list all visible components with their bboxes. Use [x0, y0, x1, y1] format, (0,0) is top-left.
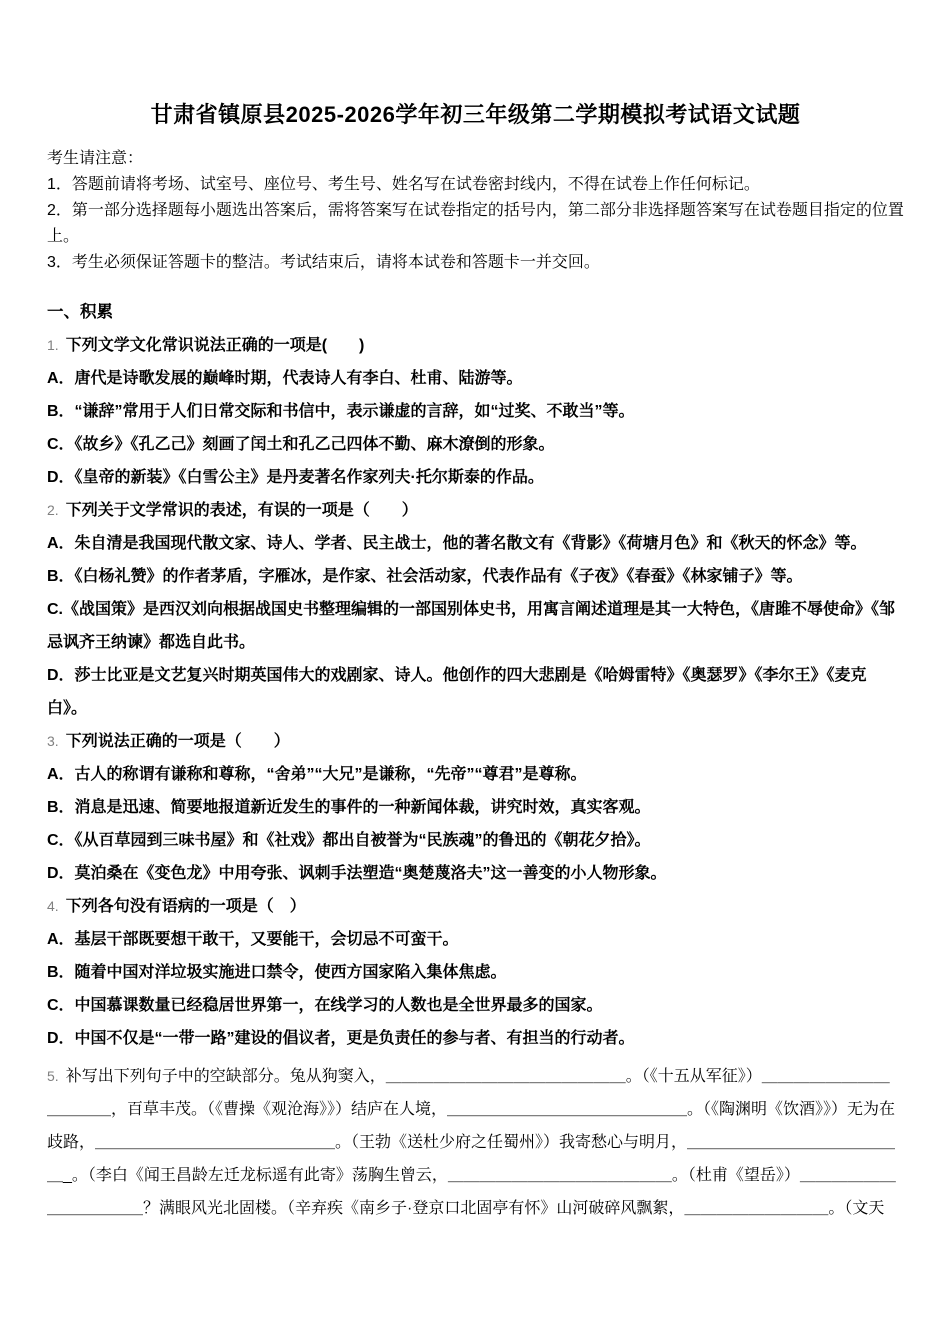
question-block-3	[47, 725, 904, 890]
option-a: A．古人的称谓有谦称和尊称，“舍弟”“大兄”是谦称，“先帝”“尊君”是尊称。	[47, 766, 587, 783]
question-block-5	[47, 1060, 904, 1225]
question-stem	[47, 329, 904, 362]
option-c: C．《从百草园到三味书屋》和《社戏》都出自被誉为“民族魂”的鲁迅的《朝花夕拾》。	[47, 832, 651, 849]
question-stem	[47, 890, 904, 923]
option-b: B．消息是迅速、简要地报道新近发生的事件的一种新闻体裁，讲究时效，真实客观。	[47, 799, 651, 816]
question-fill-blanks	[47, 1060, 904, 1225]
question-number: 5.	[47, 1068, 59, 1084]
question-stem	[47, 725, 904, 758]
notice-section	[47, 146, 904, 276]
question-number: 1.	[47, 337, 59, 353]
question-number: 2.	[47, 502, 59, 518]
option-d: D．莎士比亚是文艺复兴时期英国伟大的戏剧家、诗人。他创作的四大悲剧是《哈姆雷特》《奥瑟罗》《李尔王》《麦克白》。	[47, 667, 867, 717]
notice-item-2: 2．第一部分选择题每小题选出答案后，需将答案写在试卷指定的括号内，第二部分非选择题答案写在试卷题目指定的位置上。	[47, 202, 904, 245]
option-d: D．中国不仅是“一带一路”建设的倡议者，更是负责任的参与者、有担当的行动者。	[47, 1030, 635, 1047]
question-stem-text: 下列说法正确的一项是（ ）	[65, 733, 290, 750]
option-b: B．《白杨礼赞》的作者茅盾，字雁冰，是作家、社会活动家，代表作品有《子夜》《春蚕》《林家铺子》等。	[47, 568, 803, 585]
option-b: B．“谦辞”常用于人们日常交际和书信中，表示谦虚的言辞，如“过奖、不敢当”等。	[47, 403, 635, 420]
notice-header: 考生请注意：	[47, 150, 144, 167]
question-block-1	[47, 329, 904, 494]
notice-item-3: 3．考生必须保证答题卡的整洁。考试结束后，请将本试卷和答题卡一并交回。	[47, 254, 600, 271]
option-a: A．朱自清是我国现代散文家、诗人、学者、民主战士，他的著名散文有《背影》《荷塘月色》和《秋天的怀念》等。	[47, 535, 867, 552]
option-d: D．《皇帝的新装》《白雪公主》是丹麦著名作家列夫·托尔斯泰的作品。	[47, 469, 544, 486]
question-number: 3.	[47, 733, 59, 749]
question-stem	[47, 494, 904, 527]
document-title: 甘肃省镇原县2025-2026学年初三年级第二学期模拟考试语文试题	[150, 102, 801, 127]
question-fill-blanks-text: 补写出下列句子中的空缺部分。兔从狗窦入，＿＿＿＿＿＿＿＿＿＿＿＿＿＿＿。（《十五从军征》）＿＿＿＿＿＿＿＿＿＿＿＿，百草丰茂。（《曹操《观沧海》》）结庐在人境，＿＿＿＿＿＿＿＿＿＿＿＿＿＿＿。（《陶渊明《饮酒》》）无为在歧路，＿＿＿＿＿＿＿＿＿＿＿＿＿＿＿。（王勃《送杜少府之任蜀州》）我寄愁心与明月，＿＿＿＿＿＿＿＿＿＿＿＿＿＿_。（李白《闻王昌龄左迁龙标遥有此寄》荡胸生曾云，＿＿＿＿＿＿＿＿＿＿＿＿＿＿。（杜甫《望岳》）＿＿＿＿＿＿＿＿＿＿＿＿？满眼风光北固楼。（辛弃疾《南乡子·登京口北固亭有怀》山河破碎风飘絮，＿＿＿＿＿＿＿＿＿。（文天	[47, 1068, 896, 1217]
question-stem-text: 下列各句没有语病的一项是（ ）	[65, 898, 306, 915]
option-a: A．基层干部既要想干敢干，又要能干，会切忌不可蛮干。	[47, 931, 459, 948]
question-stem-text: 下列关于文学常识的表述，有误的一项是（ ）	[65, 502, 418, 519]
option-c: C．中国慕课数量已经稳居世界第一，在线学习的人数也是全世界最多的国家。	[47, 997, 603, 1014]
option-c: C.《战国策》是西汉刘向根据战国史书整理编辑的一部国别体史书，用寓言阐述道理是其一大特色，《唐雎不辱使命》《邹忌讽齐王纳谏》都选自此书。	[47, 601, 896, 651]
option-b: B．随着中国对洋垃圾实施进口禁令，使西方国家陷入集体焦虑。	[47, 964, 507, 981]
question-stem-text: 下列文学文化常识说法正确的一项是( )	[65, 337, 365, 354]
question-number: 4.	[47, 898, 59, 914]
question-block-2	[47, 494, 904, 725]
option-c: C．《故乡》《孔乙己》刻画了闰土和孔乙己四体不勤、麻木潦倒的形象。	[47, 436, 555, 453]
option-d: D．莫泊桑在《变色龙》中用夸张、讽刺手法塑造“奥楚蔑洛夫”这一善变的小人物形象。	[47, 865, 667, 882]
section-heading: 一、积累	[47, 303, 113, 321]
question-block-4	[47, 890, 904, 1055]
notice-item-1: 1．答题前请将考场、试室号、座位号、考生号、姓名写在试卷密封线内，不得在试卷上作任何标记。	[47, 176, 760, 193]
option-a: A．唐代是诗歌发展的巅峰时期，代表诗人有李白、杜甫、陆游等。	[47, 370, 523, 387]
